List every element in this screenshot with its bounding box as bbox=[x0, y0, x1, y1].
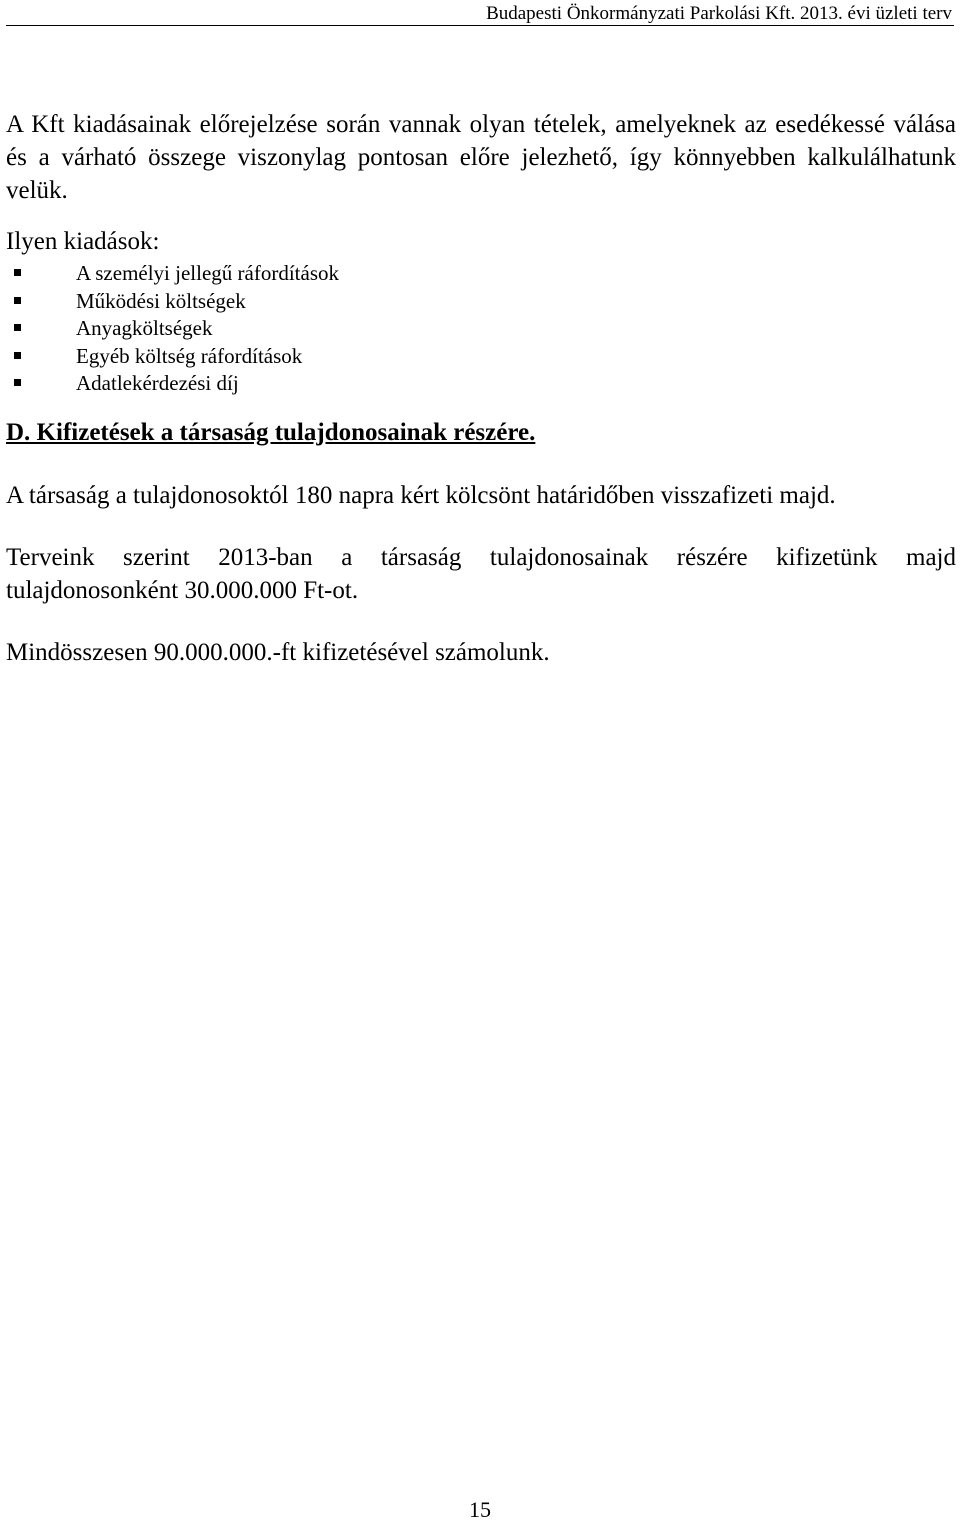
list-item bbox=[6, 343, 956, 371]
list-item bbox=[6, 260, 956, 288]
list-item-label: Működési költségek bbox=[76, 288, 246, 313]
document-header: Budapesti Önkormányzati Parkolási Kft. 2013. évi üzleti terv bbox=[486, 3, 952, 24]
expenses-list-title: Ilyen kiadások: bbox=[6, 228, 160, 255]
list-item-label: Egyéb költség ráfordítások bbox=[76, 343, 303, 368]
intro-paragraph: A Kft kiadásainak előrejelzése során vannak olyan tételek, amelyeknek az esedékessé válása és a várható összege viszonylag pontosan előre jelezhető, így könnyebben kalkulálhatunk velük. bbox=[6, 111, 956, 204]
square-bullet-icon bbox=[14, 324, 21, 331]
square-bullet-icon bbox=[14, 379, 21, 386]
header-divider bbox=[6, 25, 954, 26]
list-item bbox=[6, 370, 956, 398]
page-body bbox=[6, 108, 956, 669]
list-item bbox=[6, 315, 956, 343]
square-bullet-icon bbox=[14, 269, 21, 276]
expenses-list bbox=[6, 260, 956, 398]
list-item-label: Adatlekérdezési díj bbox=[76, 371, 239, 395]
list-item bbox=[6, 288, 956, 316]
page-number: 15 bbox=[469, 1497, 491, 1522]
loan-repayment-paragraph: A társaság a tulajdonosoktól 180 napra kért kölcsönt határidőben visszafizeti majd. bbox=[6, 481, 836, 509]
list-item-label: Anyagköltségek bbox=[76, 316, 213, 340]
total-payment-paragraph: Mindösszesen 90.000.000.-ft kifizetésével számolunk. bbox=[6, 638, 550, 666]
square-bullet-icon bbox=[14, 352, 21, 359]
square-bullet-icon bbox=[14, 297, 21, 304]
list-item-label: A személyi jellegű ráfordítások bbox=[76, 261, 340, 285]
owner-payment-paragraph: Terveink szerint 2013-ban a társaság tulajdonosainak részére kifizetünk majd tulajdonosonként 30.000.000 Ft-ot. bbox=[6, 543, 956, 604]
section-d-heading: D. Kifizetések a társaság tulajdonosainak részére. bbox=[6, 418, 536, 446]
